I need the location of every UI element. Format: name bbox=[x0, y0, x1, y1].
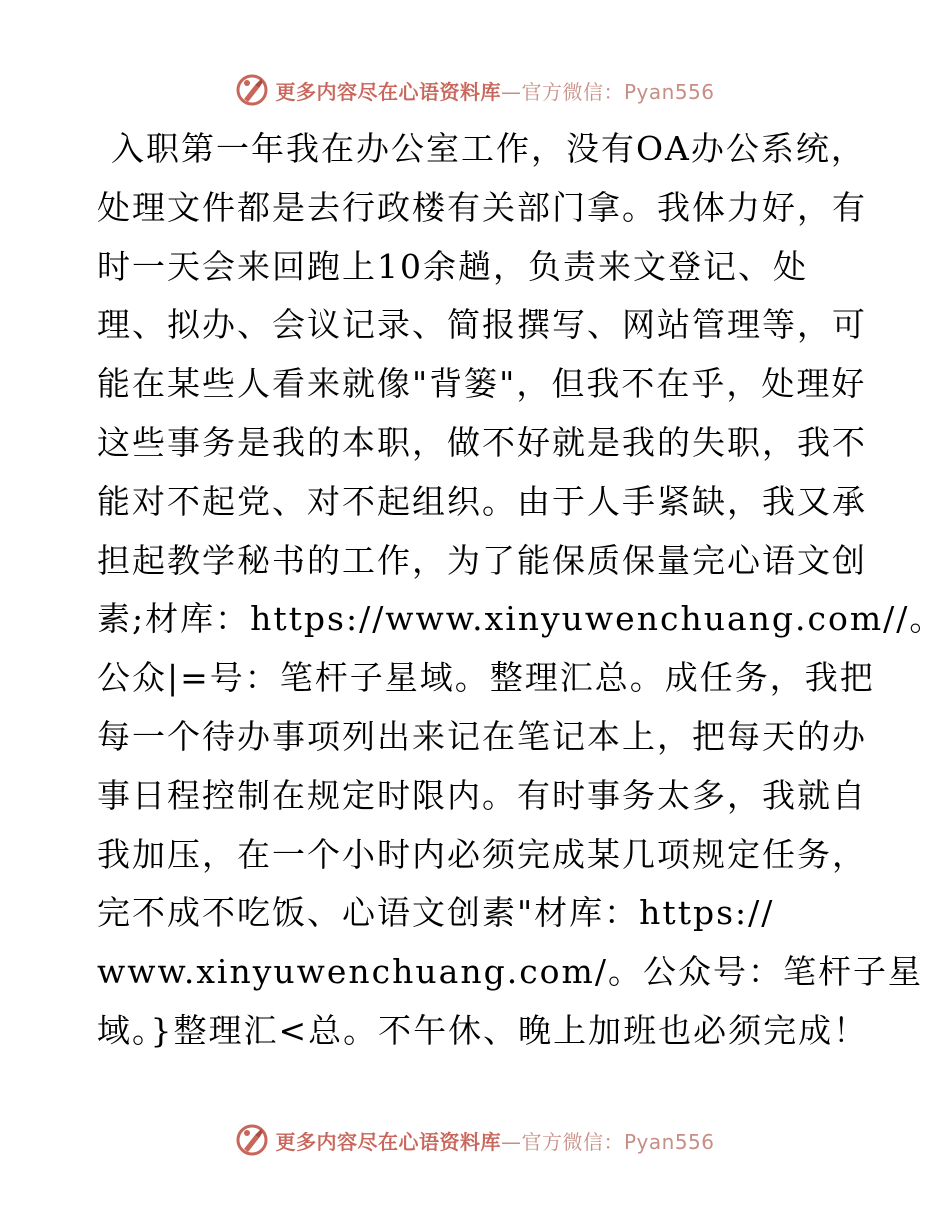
text-line: 时一天会来回跑上10余趟，负责来文登记、处 bbox=[97, 246, 808, 286]
text-line: 域。}整理汇<总。不午休、晚上加班也必须完成！ bbox=[97, 1010, 869, 1050]
banner-wechat-label: 官方微信： bbox=[521, 1129, 624, 1154]
text-line: 能在某些人看来就像"背篓"，但我不在乎，处理好 bbox=[97, 364, 867, 404]
document-body bbox=[97, 120, 945, 1061]
text-line: 这些事务是我的本职，做不好就是我的失职，我不 bbox=[97, 422, 867, 462]
text-line: 担起教学秘书的工作，为了能保质保量完心语文创 bbox=[97, 540, 867, 580]
text-line: 完不成不吃饭、心语文创素"材库：https:// bbox=[97, 893, 775, 933]
footer-banner-content bbox=[235, 1123, 714, 1157]
banner-separator: — bbox=[500, 1129, 522, 1154]
header-banner bbox=[0, 70, 950, 110]
banner-separator: — bbox=[500, 79, 522, 104]
pen-nib-logo-icon bbox=[235, 1123, 269, 1157]
banner-text bbox=[275, 1126, 714, 1155]
text-line: 我加压，在一个小时内必须完成某几项规定任务， bbox=[97, 834, 867, 874]
text-line: www.xinyuwenchuang.com/。公众号：笔杆子星 bbox=[97, 952, 923, 992]
footer-banner bbox=[0, 1120, 950, 1160]
header-banner-content bbox=[235, 73, 714, 107]
banner-wechat-label: 官方微信： bbox=[521, 79, 624, 104]
text-line: 能对不起党、对不起组织。由于人手紧缺，我又承 bbox=[97, 481, 867, 521]
banner-site-text: 更多内容尽在心语资料库 bbox=[275, 79, 501, 104]
text-line: 每一个待办事项列出来记在笔记本上，把每天的办 bbox=[97, 716, 867, 756]
banner-site-text: 更多内容尽在心语资料库 bbox=[275, 1129, 501, 1154]
banner-text bbox=[275, 76, 714, 105]
text-line: 入职第一年我在办公室工作，没有OA办公系统， bbox=[111, 129, 866, 168]
text-line: 事日程控制在规定时限内。有时事务太多，我就自 bbox=[97, 775, 867, 815]
text-line: 素;材库：https://www.xinyuwenchuang.com//。 bbox=[97, 599, 945, 639]
pen-nib-logo-icon bbox=[235, 73, 269, 107]
text-line: 公众|=号：笔杆子星域。整理汇总。成任务，我把 bbox=[97, 658, 875, 698]
text-line: 处理文件都是去行政楼有关部门拿。我体力好，有 bbox=[97, 187, 867, 227]
text-line: 理、拟办、会议记录、简报撰写、网站管理等，可 bbox=[97, 305, 867, 345]
banner-wechat-id: Pyan556 bbox=[623, 1129, 715, 1154]
banner-wechat-id: Pyan556 bbox=[623, 79, 715, 104]
